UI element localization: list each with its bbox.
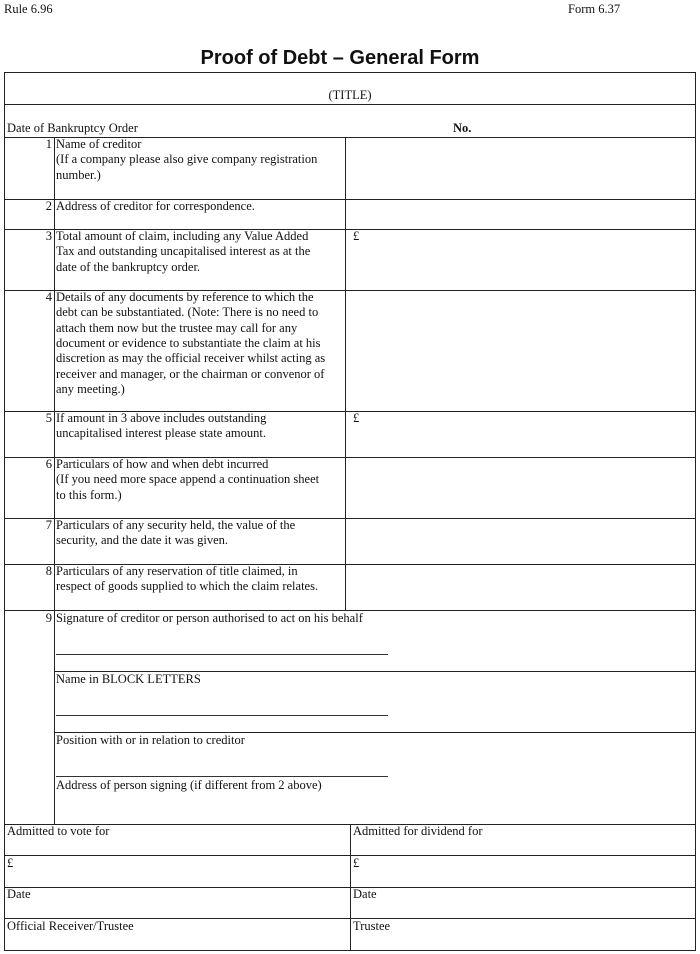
admitted-dividend-date[interactable]: Date [353, 887, 377, 901]
position-field[interactable] [56, 776, 388, 777]
admitted-vote-label: Admitted to vote for [7, 824, 110, 838]
item-5-answer-field[interactable]: £ [353, 411, 360, 425]
item-3-label-line: date of the bankruptcy order. [56, 259, 201, 274]
item-6-answer-field[interactable] [353, 457, 683, 516]
item-number-9: 9 [45, 611, 52, 625]
item-4-label-line: Details of any documents by reference to which the [56, 290, 314, 304]
item-8-label-line: respect of goods supplied to which the claim relates. [56, 579, 319, 594]
item-8-answer-field[interactable] [353, 564, 683, 608]
item-number-6: 6 [45, 457, 52, 471]
item-1-label-line: Name of creditor [56, 137, 142, 151]
position-label: Position with or in relation to creditor [56, 733, 245, 747]
number-label: No. [453, 121, 472, 135]
name-field[interactable] [56, 715, 388, 716]
title-row-text: (TITLE) [328, 88, 372, 102]
item-number-5: 5 [45, 411, 52, 425]
bankruptcy-order-date-label: Date of Bankruptcy Order [7, 121, 138, 135]
item-8-label-line: Particulars of any reservation of title claimed, in [56, 564, 298, 578]
item-4-label-line: debt can be substantiated. (Note: There is no need to [56, 305, 319, 320]
admitted-vote-amount[interactable]: £ [7, 856, 14, 870]
item-2-label-line: Address of creditor for correspondence. [56, 199, 255, 213]
frame-right [695, 72, 696, 950]
item-number-8: 8 [45, 564, 52, 578]
item-1-label-line: (If a company please also give company registration [56, 152, 318, 167]
title-row-divider [4, 104, 696, 105]
item-5-label-line: If amount in 3 above includes outstanding [56, 411, 267, 425]
item-number-7: 7 [45, 518, 52, 532]
form-number: Form 6.37 [568, 2, 621, 16]
item-5-label-line: uncapitalised interest please state amount. [56, 426, 266, 441]
item-4-label-line: attach them now but the trustee may call for any [56, 320, 298, 335]
admitted-vote-date[interactable]: Date [7, 887, 31, 901]
item-2-answer-field[interactable] [353, 199, 683, 227]
frame-left [4, 72, 5, 950]
frame-top [4, 72, 696, 73]
name-block-letters-label: Name in BLOCK LETTERS [56, 672, 201, 686]
item-3-label-line: Tax and outstanding uncapitalised interest as at the [56, 244, 311, 259]
item-6-label-line: Particulars of how and when debt incurred [56, 457, 269, 471]
item-number-2: 2 [45, 199, 52, 213]
item-1-label-line: number.) [56, 167, 101, 182]
item-7-answer-field[interactable] [353, 518, 683, 562]
number-column-divider [54, 137, 55, 824]
answer-column-divider [345, 137, 346, 610]
item-7-label-line: Particulars of any security held, the value of the [56, 518, 296, 532]
footer-divider-1 [4, 855, 696, 856]
rule-number: Rule 6.96 [4, 2, 53, 16]
item-6-label-line: to this form.) [56, 487, 122, 502]
footer-divider-2 [4, 887, 696, 888]
item-number-1: 1 [45, 137, 52, 151]
item-1-answer-field[interactable] [353, 137, 683, 197]
item-3-label-line: Total amount of claim, including any Value Added [56, 229, 309, 243]
trustee-label: Trustee [353, 919, 391, 933]
item-number-4: 4 [45, 290, 52, 304]
admitted-dividend-label: Admitted for dividend for [353, 824, 483, 838]
signature-label: Signature of creditor or person authorised to act on his behalf [56, 611, 363, 625]
item-4-label-line: any meeting.) [56, 381, 125, 396]
signature-field[interactable] [56, 654, 388, 655]
item-4-label-line: document or evidence to substantiate the claim at his [56, 335, 321, 350]
official-receiver-trustee-label: Official Receiver/Trustee [7, 919, 134, 933]
item-6-label-line: (If you need more space append a continuation sheet [56, 472, 320, 487]
item-7-label-line: security, and the date it was given. [56, 533, 229, 548]
form-title: Proof of Debt – General Form [200, 47, 480, 69]
item-number-3: 3 [45, 229, 52, 243]
item-3-answer-field[interactable]: £ [353, 229, 360, 243]
item-4-label-line: receiver and manager, or the chairman or convenor of [56, 366, 325, 381]
item-4-label-line: discretion as may the official receiver whilst acting as [56, 351, 326, 366]
frame-bottom [4, 950, 696, 951]
signer-address-label: Address of person signing (if different from 2 above) [56, 778, 322, 792]
admitted-dividend-amount[interactable]: £ [353, 856, 360, 870]
item-4-answer-field[interactable] [353, 290, 683, 409]
